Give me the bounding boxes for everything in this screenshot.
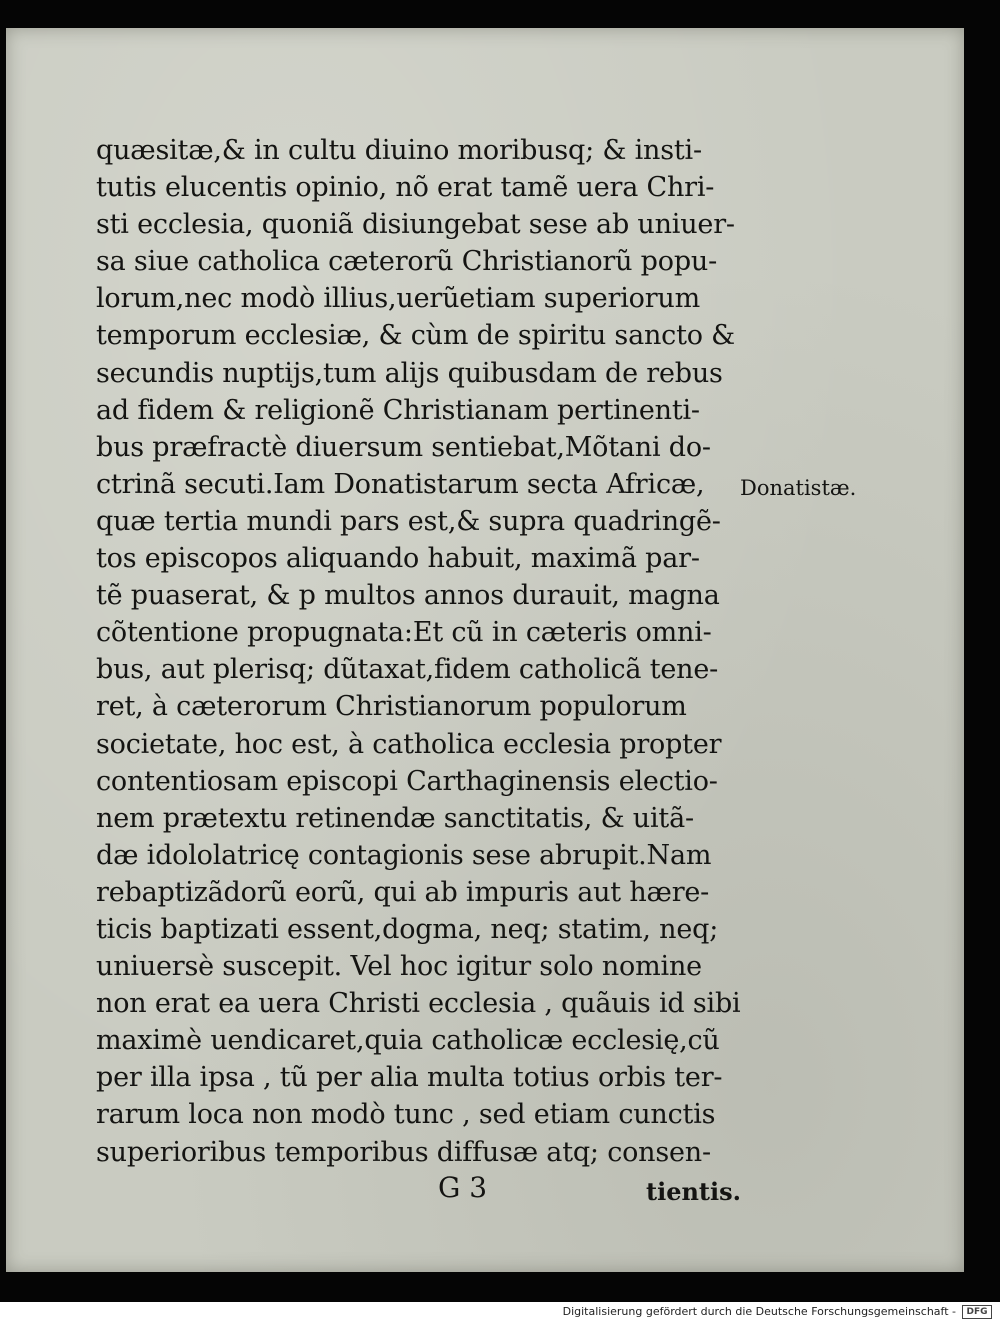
- text-line: secundis nuptijs,tum alijs quibusdam de rebus: [96, 357, 723, 389]
- text-line: societate, hoc est, à catholica ecclesia propter: [96, 728, 722, 760]
- text-line: ad fidem & religionẽ Christianam pertinenti-: [96, 394, 700, 426]
- catchword: tientis.: [646, 1177, 741, 1206]
- body-text: [96, 132, 746, 1171]
- text-line: tutis elucentis opinio, nõ erat tamẽ uera Chri-: [96, 172, 715, 204]
- text-line: cõtentione propugnata:Et cũ in cæteris omni-: [96, 617, 712, 649]
- text-line: quæsitæ,& in cultu diuino moribusq; & insti-: [96, 135, 702, 166]
- marginal-note: Donatistæ.: [740, 476, 857, 500]
- text-line: bus, aut plerisq; dũtaxat,fidem catholicã tene-: [96, 654, 719, 686]
- text-line: superioribus temporibus diffusæ atq; consen-: [96, 1136, 711, 1168]
- text-line: quæ tertia mundi pars est,& supra quadringẽ-: [96, 505, 721, 537]
- text-line: temporum ecclesiæ, & cùm de spiritu sancto &: [96, 320, 736, 352]
- text-line: tos episcopos aliquando habuit, maximã par-: [96, 543, 700, 575]
- funding-credit: Digitalisierung gefördert durch die Deutsche Forschungsgemeinschaft -: [562, 1305, 956, 1318]
- footer-bar: [0, 1302, 1000, 1322]
- text-line: nem prætextu retinendæ sanctitatis, & uitã-: [96, 802, 694, 834]
- dfg-logo-icon: DFG: [962, 1305, 992, 1319]
- signature-mark: G 3: [438, 1171, 488, 1204]
- text-line: ticis baptizati essent,dogma, neq; statim, neq;: [96, 913, 719, 945]
- text-line: uniuersè suscepit. Vel hoc igitur solo nomine: [96, 951, 702, 983]
- text-line: ret, à cæterorum Christianorum populorum: [96, 691, 687, 723]
- text-line: bus præfractè diuersum sentiebat,Mõtani do-: [96, 431, 711, 463]
- book-page: [6, 28, 964, 1272]
- text-line: sti ecclesia, quoniã disiungebat sese ab uniuer-: [96, 209, 735, 241]
- text-line: ctrinã secuti.Iam Donatistarum secta Africæ,: [96, 468, 705, 500]
- text-line: non erat ea uera Christi ecclesia , quãuis id sibi: [96, 988, 741, 1020]
- text-line: per illa ipsa , tũ per alia multa totius orbis ter-: [96, 1062, 723, 1094]
- text-line: tẽ puaserat, & p multos annos durauit, magna: [96, 580, 720, 612]
- text-line: lorum,nec modò illius,uerũetiam superiorum: [96, 283, 701, 315]
- text-line: sa siue catholica cæterorũ Christianorũ popu-: [96, 246, 718, 278]
- text-line: rarum loca non modò tunc , sed etiam cunctis: [96, 1099, 716, 1131]
- text-line: maximè uendicaret,quia catholicæ ecclesię,cũ: [96, 1025, 720, 1057]
- text-line: dæ idololatricę contagionis sese abrupit.Nam: [96, 839, 712, 871]
- text-line: contentiosam episcopi Carthaginensis electio-: [96, 765, 718, 797]
- text-line: rebaptizãdorũ eorũ, qui ab impuris aut hære-: [96, 876, 710, 908]
